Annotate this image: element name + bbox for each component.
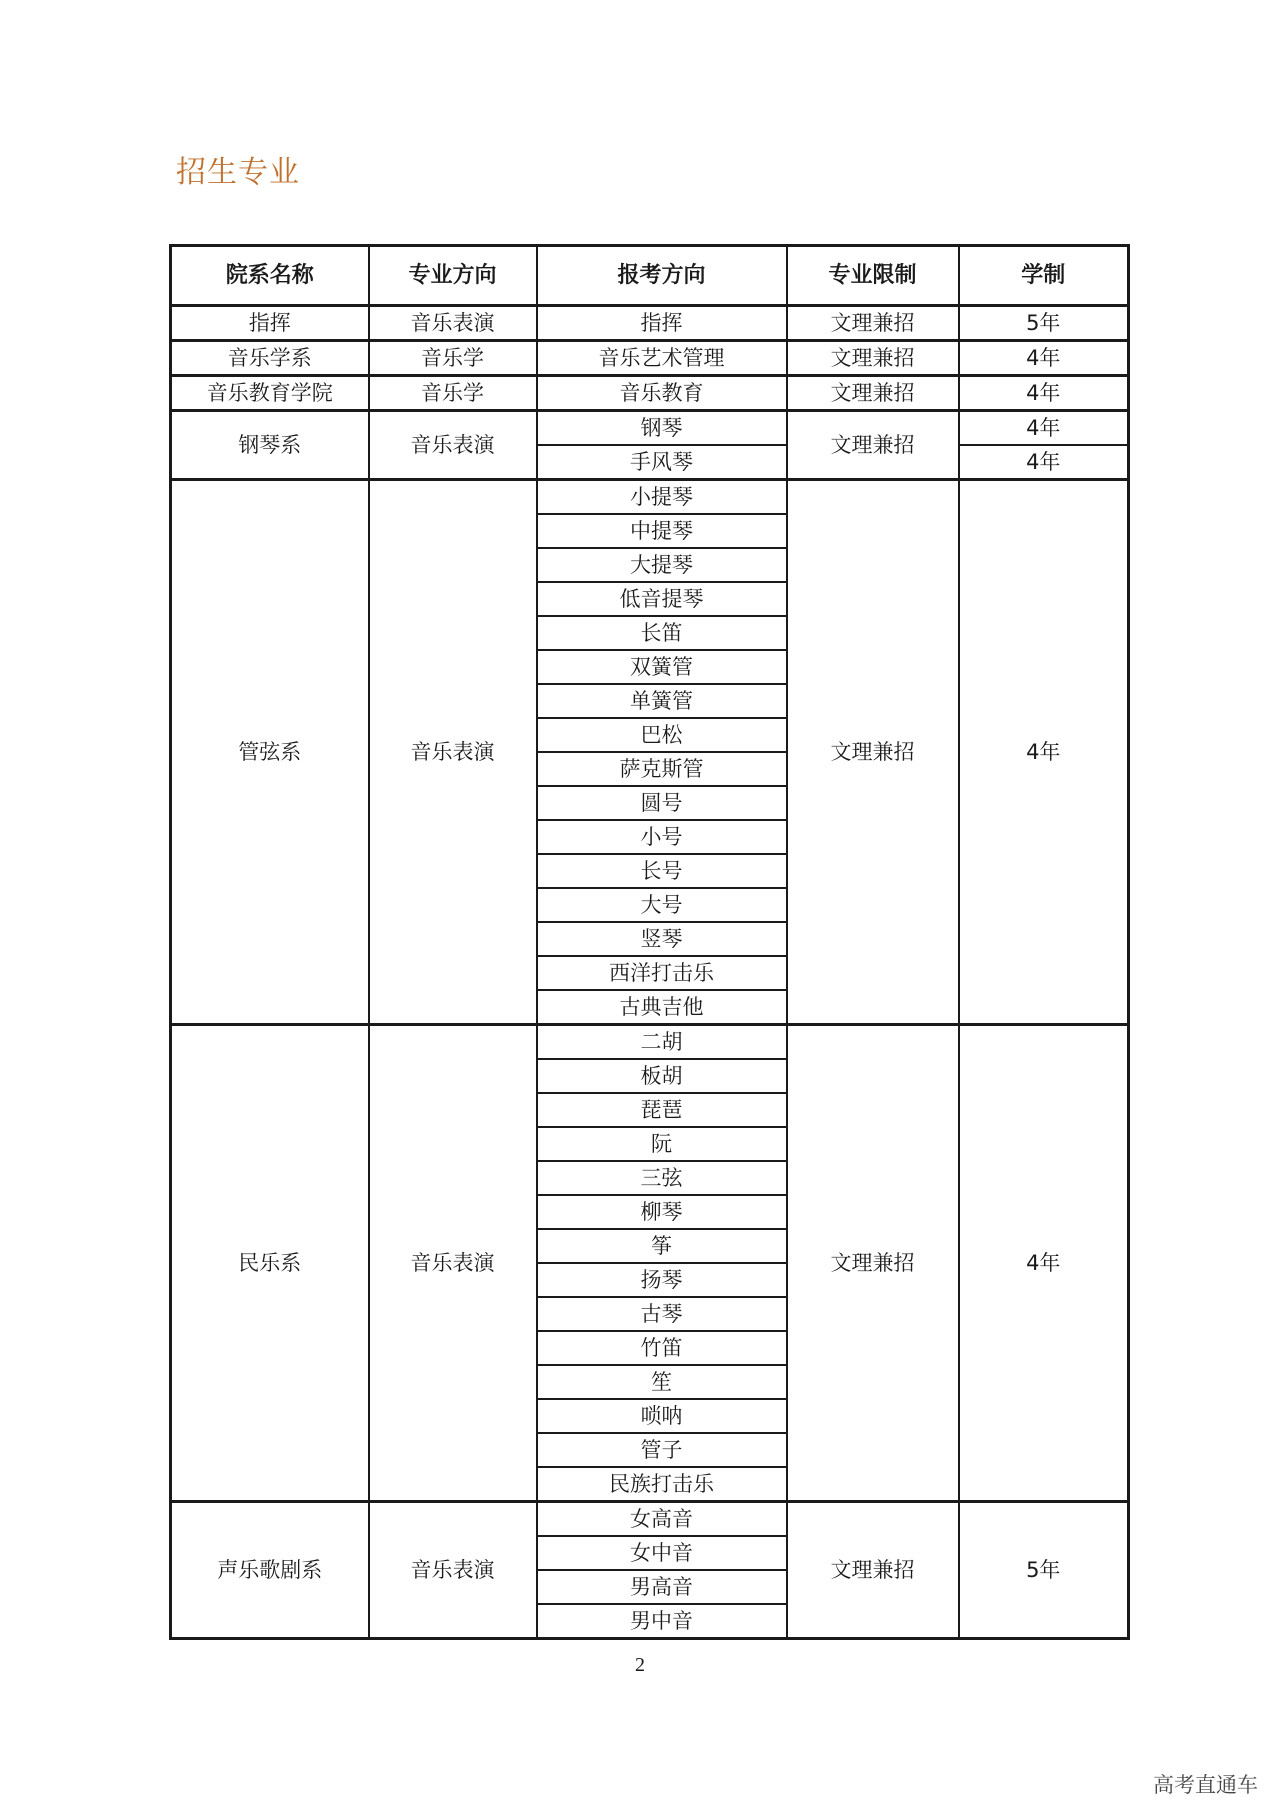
restriction-cell: 文理兼招 bbox=[787, 1502, 959, 1639]
page-number: 2 bbox=[635, 1654, 645, 1676]
watermark: 高考直通车 bbox=[1153, 1773, 1258, 1797]
header-department: 院系名称 bbox=[171, 246, 369, 306]
direction-cell: 竖琴 bbox=[537, 922, 787, 956]
years-cell: 4年 bbox=[959, 341, 1129, 376]
direction-cell: 中提琴 bbox=[537, 514, 787, 548]
direction-cell: 柳琴 bbox=[537, 1195, 787, 1229]
restriction-cell: 文理兼招 bbox=[787, 306, 959, 341]
direction-cell: 扬琴 bbox=[537, 1263, 787, 1297]
major-cell: 音乐表演 bbox=[369, 1502, 537, 1639]
restriction-cell: 文理兼招 bbox=[787, 341, 959, 376]
direction-cell: 音乐教育 bbox=[537, 376, 787, 411]
direction-cell: 大号 bbox=[537, 888, 787, 922]
years-cell: 4年 bbox=[959, 411, 1129, 446]
direction-cell: 琵琶 bbox=[537, 1093, 787, 1127]
direction-cell: 古琴 bbox=[537, 1297, 787, 1331]
direction-cell: 女中音 bbox=[537, 1536, 787, 1570]
header-direction: 报考方向 bbox=[537, 246, 787, 306]
direction-cell: 笙 bbox=[537, 1365, 787, 1399]
major-cell: 音乐学 bbox=[369, 376, 537, 411]
direction-cell: 民族打击乐 bbox=[537, 1467, 787, 1502]
majors-table bbox=[169, 244, 1130, 1640]
department-cell: 音乐教育学院 bbox=[171, 376, 369, 411]
department-cell: 声乐歌剧系 bbox=[171, 1502, 369, 1639]
table-row bbox=[171, 1025, 1129, 1060]
direction-cell: 古典吉他 bbox=[537, 990, 787, 1025]
years-cell: 4年 bbox=[959, 480, 1129, 1025]
years-cell: 5年 bbox=[959, 306, 1129, 341]
direction-cell: 萨克斯管 bbox=[537, 752, 787, 786]
page-title: 招生专业 bbox=[176, 155, 300, 190]
direction-cell: 男高音 bbox=[537, 1570, 787, 1604]
direction-cell: 竹笛 bbox=[537, 1331, 787, 1365]
direction-cell: 女高音 bbox=[537, 1502, 787, 1537]
direction-cell: 音乐艺术管理 bbox=[537, 341, 787, 376]
header-major: 专业方向 bbox=[369, 246, 537, 306]
direction-cell: 指挥 bbox=[537, 306, 787, 341]
restriction-cell: 文理兼招 bbox=[787, 480, 959, 1025]
direction-cell: 长笛 bbox=[537, 616, 787, 650]
restriction-cell: 文理兼招 bbox=[787, 1025, 959, 1502]
direction-cell: 西洋打击乐 bbox=[537, 956, 787, 990]
major-cell: 音乐表演 bbox=[369, 306, 537, 341]
table-row bbox=[171, 376, 1129, 411]
direction-cell: 长号 bbox=[537, 854, 787, 888]
direction-cell: 钢琴 bbox=[537, 411, 787, 446]
direction-cell: 板胡 bbox=[537, 1059, 787, 1093]
years-cell: 4年 bbox=[959, 376, 1129, 411]
direction-cell: 小号 bbox=[537, 820, 787, 854]
direction-cell: 小提琴 bbox=[537, 480, 787, 515]
restriction-cell: 文理兼招 bbox=[787, 376, 959, 411]
restriction-cell: 文理兼招 bbox=[787, 411, 959, 480]
table-row bbox=[171, 480, 1129, 515]
header-years: 学制 bbox=[959, 246, 1129, 306]
direction-cell: 单簧管 bbox=[537, 684, 787, 718]
direction-cell: 三弦 bbox=[537, 1161, 787, 1195]
direction-cell: 阮 bbox=[537, 1127, 787, 1161]
years-cell: 4年 bbox=[959, 1025, 1129, 1502]
major-cell: 音乐表演 bbox=[369, 480, 537, 1025]
direction-cell: 男中音 bbox=[537, 1604, 787, 1639]
direction-cell: 圆号 bbox=[537, 786, 787, 820]
years-cell: 4年 bbox=[959, 445, 1129, 480]
department-cell: 民乐系 bbox=[171, 1025, 369, 1502]
direction-cell: 手风琴 bbox=[537, 445, 787, 480]
direction-cell: 低音提琴 bbox=[537, 582, 787, 616]
department-cell: 钢琴系 bbox=[171, 411, 369, 480]
direction-cell: 二胡 bbox=[537, 1025, 787, 1060]
table-header-row bbox=[171, 246, 1129, 306]
department-cell: 音乐学系 bbox=[171, 341, 369, 376]
direction-cell: 筝 bbox=[537, 1229, 787, 1263]
department-cell: 指挥 bbox=[171, 306, 369, 341]
table-row bbox=[171, 306, 1129, 341]
header-restriction: 专业限制 bbox=[787, 246, 959, 306]
major-cell: 音乐表演 bbox=[369, 411, 537, 480]
table-row bbox=[171, 1502, 1129, 1537]
direction-cell: 巴松 bbox=[537, 718, 787, 752]
direction-cell: 双簧管 bbox=[537, 650, 787, 684]
direction-cell: 大提琴 bbox=[537, 548, 787, 582]
direction-cell: 唢呐 bbox=[537, 1399, 787, 1433]
direction-cell: 管子 bbox=[537, 1433, 787, 1467]
major-cell: 音乐学 bbox=[369, 341, 537, 376]
table-row bbox=[171, 341, 1129, 376]
table-row bbox=[171, 411, 1129, 446]
years-cell: 5年 bbox=[959, 1502, 1129, 1639]
major-cell: 音乐表演 bbox=[369, 1025, 537, 1502]
department-cell: 管弦系 bbox=[171, 480, 369, 1025]
